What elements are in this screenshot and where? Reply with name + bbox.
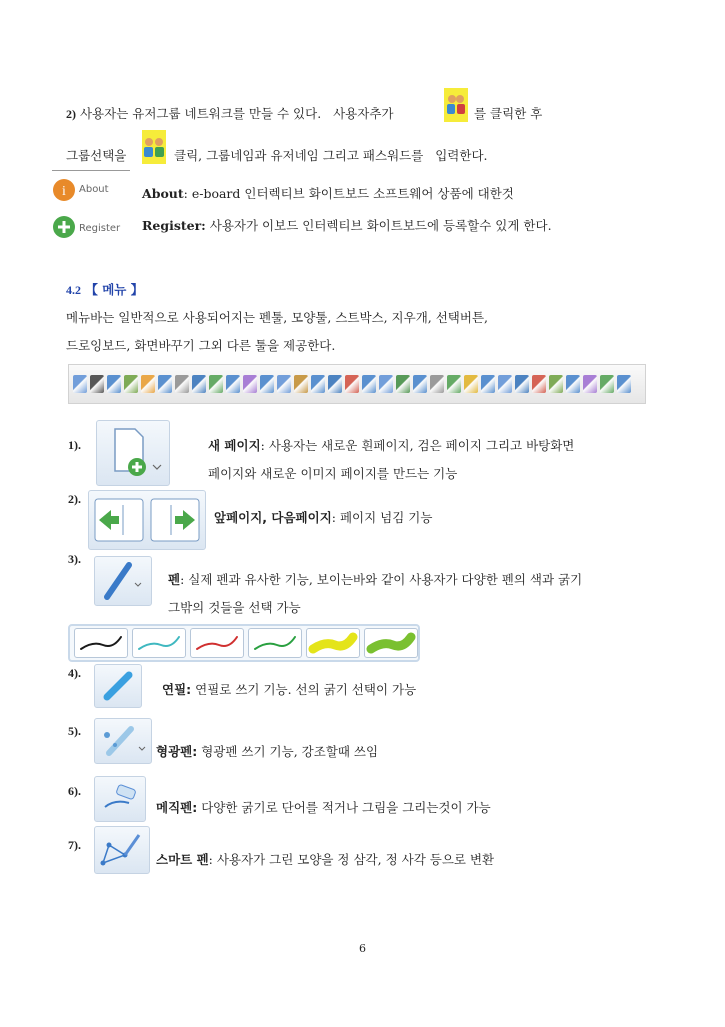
- section-heading: [66, 280, 143, 298]
- toolbar-button-icon[interactable]: [311, 375, 325, 393]
- toolbar-button-icon[interactable]: [328, 375, 342, 393]
- toolbar-button-icon[interactable]: [447, 375, 461, 393]
- toolbar-button-icon[interactable]: [277, 375, 291, 393]
- toolbar-button-icon[interactable]: [124, 375, 138, 393]
- item-2-text: [214, 508, 432, 526]
- item-3-number: 3).: [68, 552, 81, 566]
- section-desc-1: 메뉴바는 일반적으로 사용되어지는 펜툴, 모양툴, 스트박스, 지우개, 선택버튼,: [66, 310, 489, 325]
- toolbar-button-icon[interactable]: [481, 375, 495, 393]
- toolbar-button-icon[interactable]: [498, 375, 512, 393]
- prev-page-icon: [95, 499, 143, 541]
- toolbar-button-icon[interactable]: [532, 375, 546, 393]
- toolbar-button-icon[interactable]: [617, 375, 631, 393]
- toolbar-button-icon[interactable]: [175, 375, 189, 393]
- page-number: 6: [359, 942, 366, 955]
- item-1-number: 1).: [68, 438, 81, 452]
- register-button[interactable]: [52, 215, 132, 241]
- pen-style-swatch[interactable]: [132, 628, 186, 658]
- pen-style-swatch[interactable]: [306, 628, 360, 658]
- register-icon-label: Register: [79, 223, 121, 234]
- intro-text-c: 를 클릭한 후: [474, 106, 543, 121]
- toolbar-button-icon[interactable]: [209, 375, 223, 393]
- item-1-desc: : 사용자는 새로운 흰페이지, 검은 페이지 그리고 바탕화면: [260, 438, 575, 453]
- toolbar-button-icon[interactable]: [73, 375, 87, 393]
- group-select-icon: [142, 130, 166, 164]
- item-4-number: 4).: [68, 666, 81, 680]
- divider: [52, 170, 130, 171]
- highlighter-icon[interactable]: [94, 718, 152, 764]
- toolbar-button-icon[interactable]: [107, 375, 121, 393]
- item-6-desc: 다양한 굵기로 단어를 적거나 그림을 그리는것이 가능: [201, 800, 491, 815]
- intro-text-2b: 클릭, 그룹네임과 유저네임 그리고 패스워드를: [174, 148, 424, 163]
- item-6-number: 6).: [68, 784, 81, 798]
- pen-style-swatch[interactable]: [364, 628, 418, 658]
- about-label: About: [142, 186, 184, 201]
- section-desc-2: 드로잉보드, 화면바꾸기 그외 다른 툴을 제공한다.: [66, 338, 336, 353]
- item-5-number: 5).: [68, 724, 81, 738]
- item-1-title: 새 페이지: [208, 438, 261, 453]
- toolbar-button-icon[interactable]: [345, 375, 359, 393]
- magic-pen-icon[interactable]: [94, 776, 146, 822]
- about-icon-label: About: [79, 184, 109, 195]
- item-4-desc: 연필로 쓰기 기능. 선의 굵기 선택이 가능: [195, 682, 417, 697]
- toolbar-button-icon[interactable]: [362, 375, 376, 393]
- pen-style-swatch[interactable]: [74, 628, 128, 658]
- item-7-title: 스마트 펜: [156, 852, 209, 867]
- next-page-icon: [151, 499, 199, 541]
- toolbar-button-icon[interactable]: [192, 375, 206, 393]
- item-1-text2: 페이지와 새로운 이미지 페이지를 만드는 기능: [208, 466, 458, 481]
- intro-line-2a: 그룹선택을: [66, 148, 127, 163]
- register-desc: [142, 216, 552, 234]
- pen-icon[interactable]: [94, 556, 152, 606]
- item-2-number: 2).: [68, 492, 81, 506]
- item-7-number: 7).: [68, 838, 81, 852]
- item-6-text: [156, 798, 491, 816]
- pen-style-swatch[interactable]: [248, 628, 302, 658]
- item-5-title: 형광펜:: [156, 744, 198, 759]
- item-5-desc: 형광펜 쓰기 기능, 강조할때 쓰임: [201, 744, 379, 759]
- toolbar-button-icon[interactable]: [413, 375, 427, 393]
- item-2-title: 앞페이지, 다음페이지: [214, 510, 332, 525]
- toolbar-button-icon[interactable]: [464, 375, 478, 393]
- item-7-text: [156, 850, 494, 868]
- intro-line-1: [66, 104, 394, 122]
- item-1-text1: [208, 436, 574, 454]
- toolbar-button-icon[interactable]: [260, 375, 274, 393]
- item-2-desc: : 페이지 넘김 기능: [331, 510, 433, 525]
- item-3-title: 펜: [168, 572, 181, 587]
- pencil-icon[interactable]: [94, 664, 142, 708]
- svg-text:i: i: [62, 184, 66, 199]
- item-3-text2: 그밖의 것들을 선택 가능: [168, 600, 301, 615]
- item-5-text: [156, 742, 378, 760]
- toolbar-button-icon[interactable]: [396, 375, 410, 393]
- toolbar-button-icon[interactable]: [515, 375, 529, 393]
- toolbar-button-icon[interactable]: [226, 375, 240, 393]
- toolbar-button-icon[interactable]: [141, 375, 155, 393]
- about-desc: [142, 184, 514, 202]
- menu-toolbar: [68, 364, 646, 404]
- plus-icon: [52, 215, 76, 239]
- toolbar-button-icon[interactable]: [90, 375, 104, 393]
- item-6-title: 메직펜:: [156, 800, 198, 815]
- toolbar-button-icon[interactable]: [379, 375, 393, 393]
- toolbar-button-icon[interactable]: [294, 375, 308, 393]
- item-3-text1: [168, 570, 582, 588]
- register-text: 사용자가 이보드 인터렉티브 화이트보드에 등록할수 있게 한다.: [209, 218, 552, 233]
- item-7-desc: : 사용자가 그린 모양을 정 삼각, 정 사각 등으로 변환: [208, 852, 495, 867]
- add-user-icon: [444, 88, 468, 122]
- intro-number: 2): [66, 107, 76, 121]
- toolbar-button-icon[interactable]: [430, 375, 444, 393]
- about-text: : e-board 인터렉티브 화이트보드 소프트웨어 상품에 대한것: [183, 186, 514, 201]
- pen-style-strip: [68, 624, 420, 662]
- smart-pen-icon[interactable]: [94, 826, 150, 874]
- intro-text-a: 사용자는 유저그룹 네트워크를 만들 수 있다.: [79, 106, 322, 121]
- section-title: 【 메뉴 】: [85, 282, 144, 297]
- info-icon: [52, 178, 76, 202]
- page-nav-icons: [88, 490, 206, 550]
- about-button[interactable]: [52, 178, 132, 204]
- item-4-title: 연필:: [162, 682, 192, 697]
- intro-text-b: 사용자추가: [333, 106, 394, 121]
- intro-line-2b: [174, 146, 488, 164]
- section-number: 4.2: [66, 283, 81, 297]
- register-label: Register:: [142, 218, 206, 233]
- toolbar-button-icon[interactable]: [583, 375, 597, 393]
- toolbar-button-icon[interactable]: [549, 375, 563, 393]
- toolbar-button-icon[interactable]: [158, 375, 172, 393]
- item-4-text: [162, 680, 416, 698]
- toolbar-button-icon[interactable]: [566, 375, 580, 393]
- pen-style-swatch[interactable]: [190, 628, 244, 658]
- toolbar-button-icon[interactable]: [243, 375, 257, 393]
- new-page-icon[interactable]: [96, 420, 170, 486]
- intro-text-2c: 입력한다.: [435, 148, 488, 163]
- toolbar-button-icon[interactable]: [600, 375, 614, 393]
- item-3-desc: : 실제 펜과 유사한 기능, 보이는바와 같이 사용자가 다양한 펜의 색과 굵기: [180, 572, 583, 587]
